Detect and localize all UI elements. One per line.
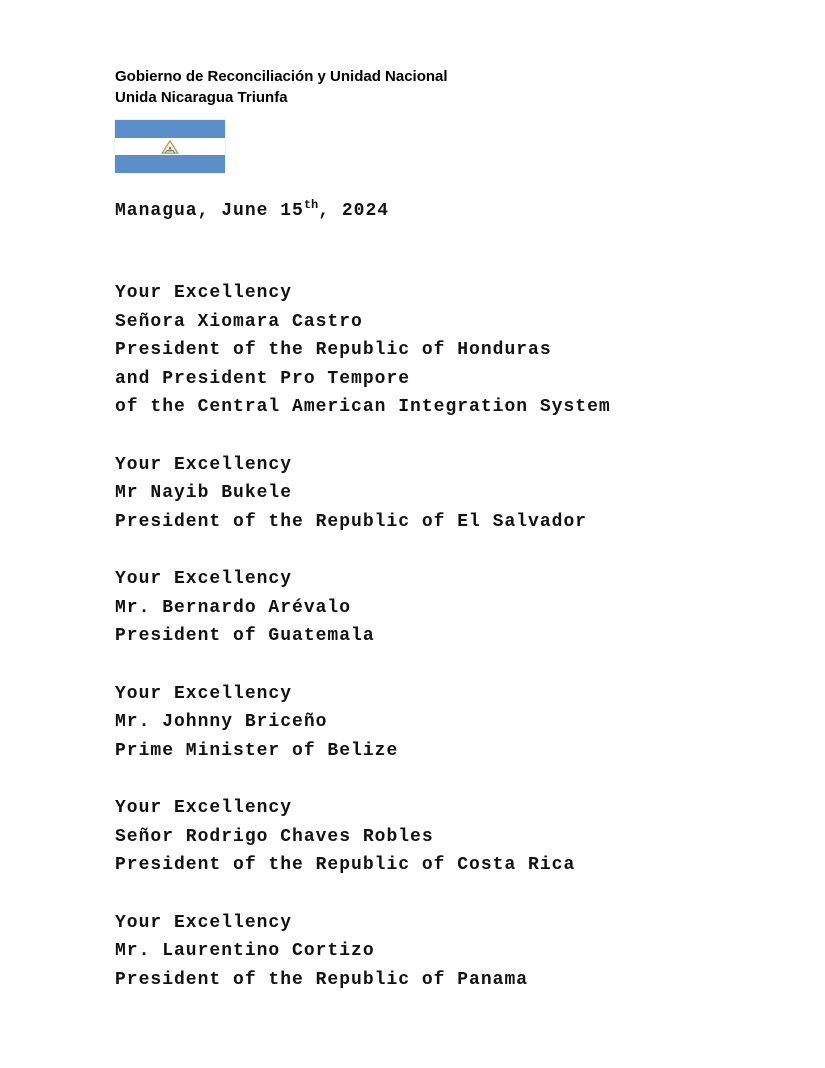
dateline-ordinal: th xyxy=(303,198,319,212)
recipient-line: Mr. Johnny Briceño xyxy=(115,712,328,732)
recipient-line: Your Excellency xyxy=(115,798,293,818)
dateline xyxy=(115,191,765,225)
recipient-line: and President Pro Tempore xyxy=(115,368,411,389)
recipients xyxy=(115,279,765,994)
recipient-block xyxy=(115,680,765,766)
recipient-line: President of the Republic of Panama xyxy=(115,969,529,990)
recipient-line: Prime Minister of Belize xyxy=(115,740,399,761)
recipient-line: Mr Nayib Bukele xyxy=(115,483,293,503)
recipient-block xyxy=(115,451,765,537)
letterhead xyxy=(115,66,765,108)
letterhead-line-1: Gobierno de Reconciliación y Unidad Nacional xyxy=(115,68,448,85)
nicaragua-coat-of-arms-icon xyxy=(161,140,179,154)
recipient-block xyxy=(115,279,765,422)
recipient-line: Señora Xiomara Castro xyxy=(115,311,363,332)
recipient-line: Your Excellency xyxy=(115,912,293,933)
recipient-line: President of Guatemala xyxy=(115,626,375,646)
flag-stripe-bottom xyxy=(115,155,225,173)
letterhead-line-2: Unida Nicaragua Triunfa xyxy=(115,89,288,106)
nicaragua-flag xyxy=(115,120,225,173)
recipient-line: President of the Republic of Costa Rica xyxy=(115,855,576,875)
recipient-line: President of the Republic of El Salvador xyxy=(115,511,588,532)
flag-stripe-middle xyxy=(115,138,225,156)
flag-stripe-top xyxy=(115,120,225,138)
dateline-prefix: Managua, June 15 xyxy=(115,201,304,221)
recipient-line: Your Excellency xyxy=(115,283,293,303)
letter-content xyxy=(115,66,765,1023)
recipient-line: of the Central American Integration System xyxy=(115,397,611,417)
recipient-line: Señor Rodrigo Chaves Robles xyxy=(115,826,434,847)
dateline-suffix: , 2024 xyxy=(318,201,390,221)
recipient-block xyxy=(115,909,765,995)
recipient-line: Mr. Bernardo Arévalo xyxy=(115,597,352,618)
recipient-line: Your Excellency xyxy=(115,454,293,475)
recipient-line: President of the Republic of Honduras xyxy=(115,340,552,360)
recipient-line: Your Excellency xyxy=(115,683,293,704)
recipient-line: Your Excellency xyxy=(115,569,293,589)
recipient-block xyxy=(115,565,765,651)
recipient-line: Mr. Laurentino Cortizo xyxy=(115,941,375,961)
recipient-block xyxy=(115,794,765,880)
